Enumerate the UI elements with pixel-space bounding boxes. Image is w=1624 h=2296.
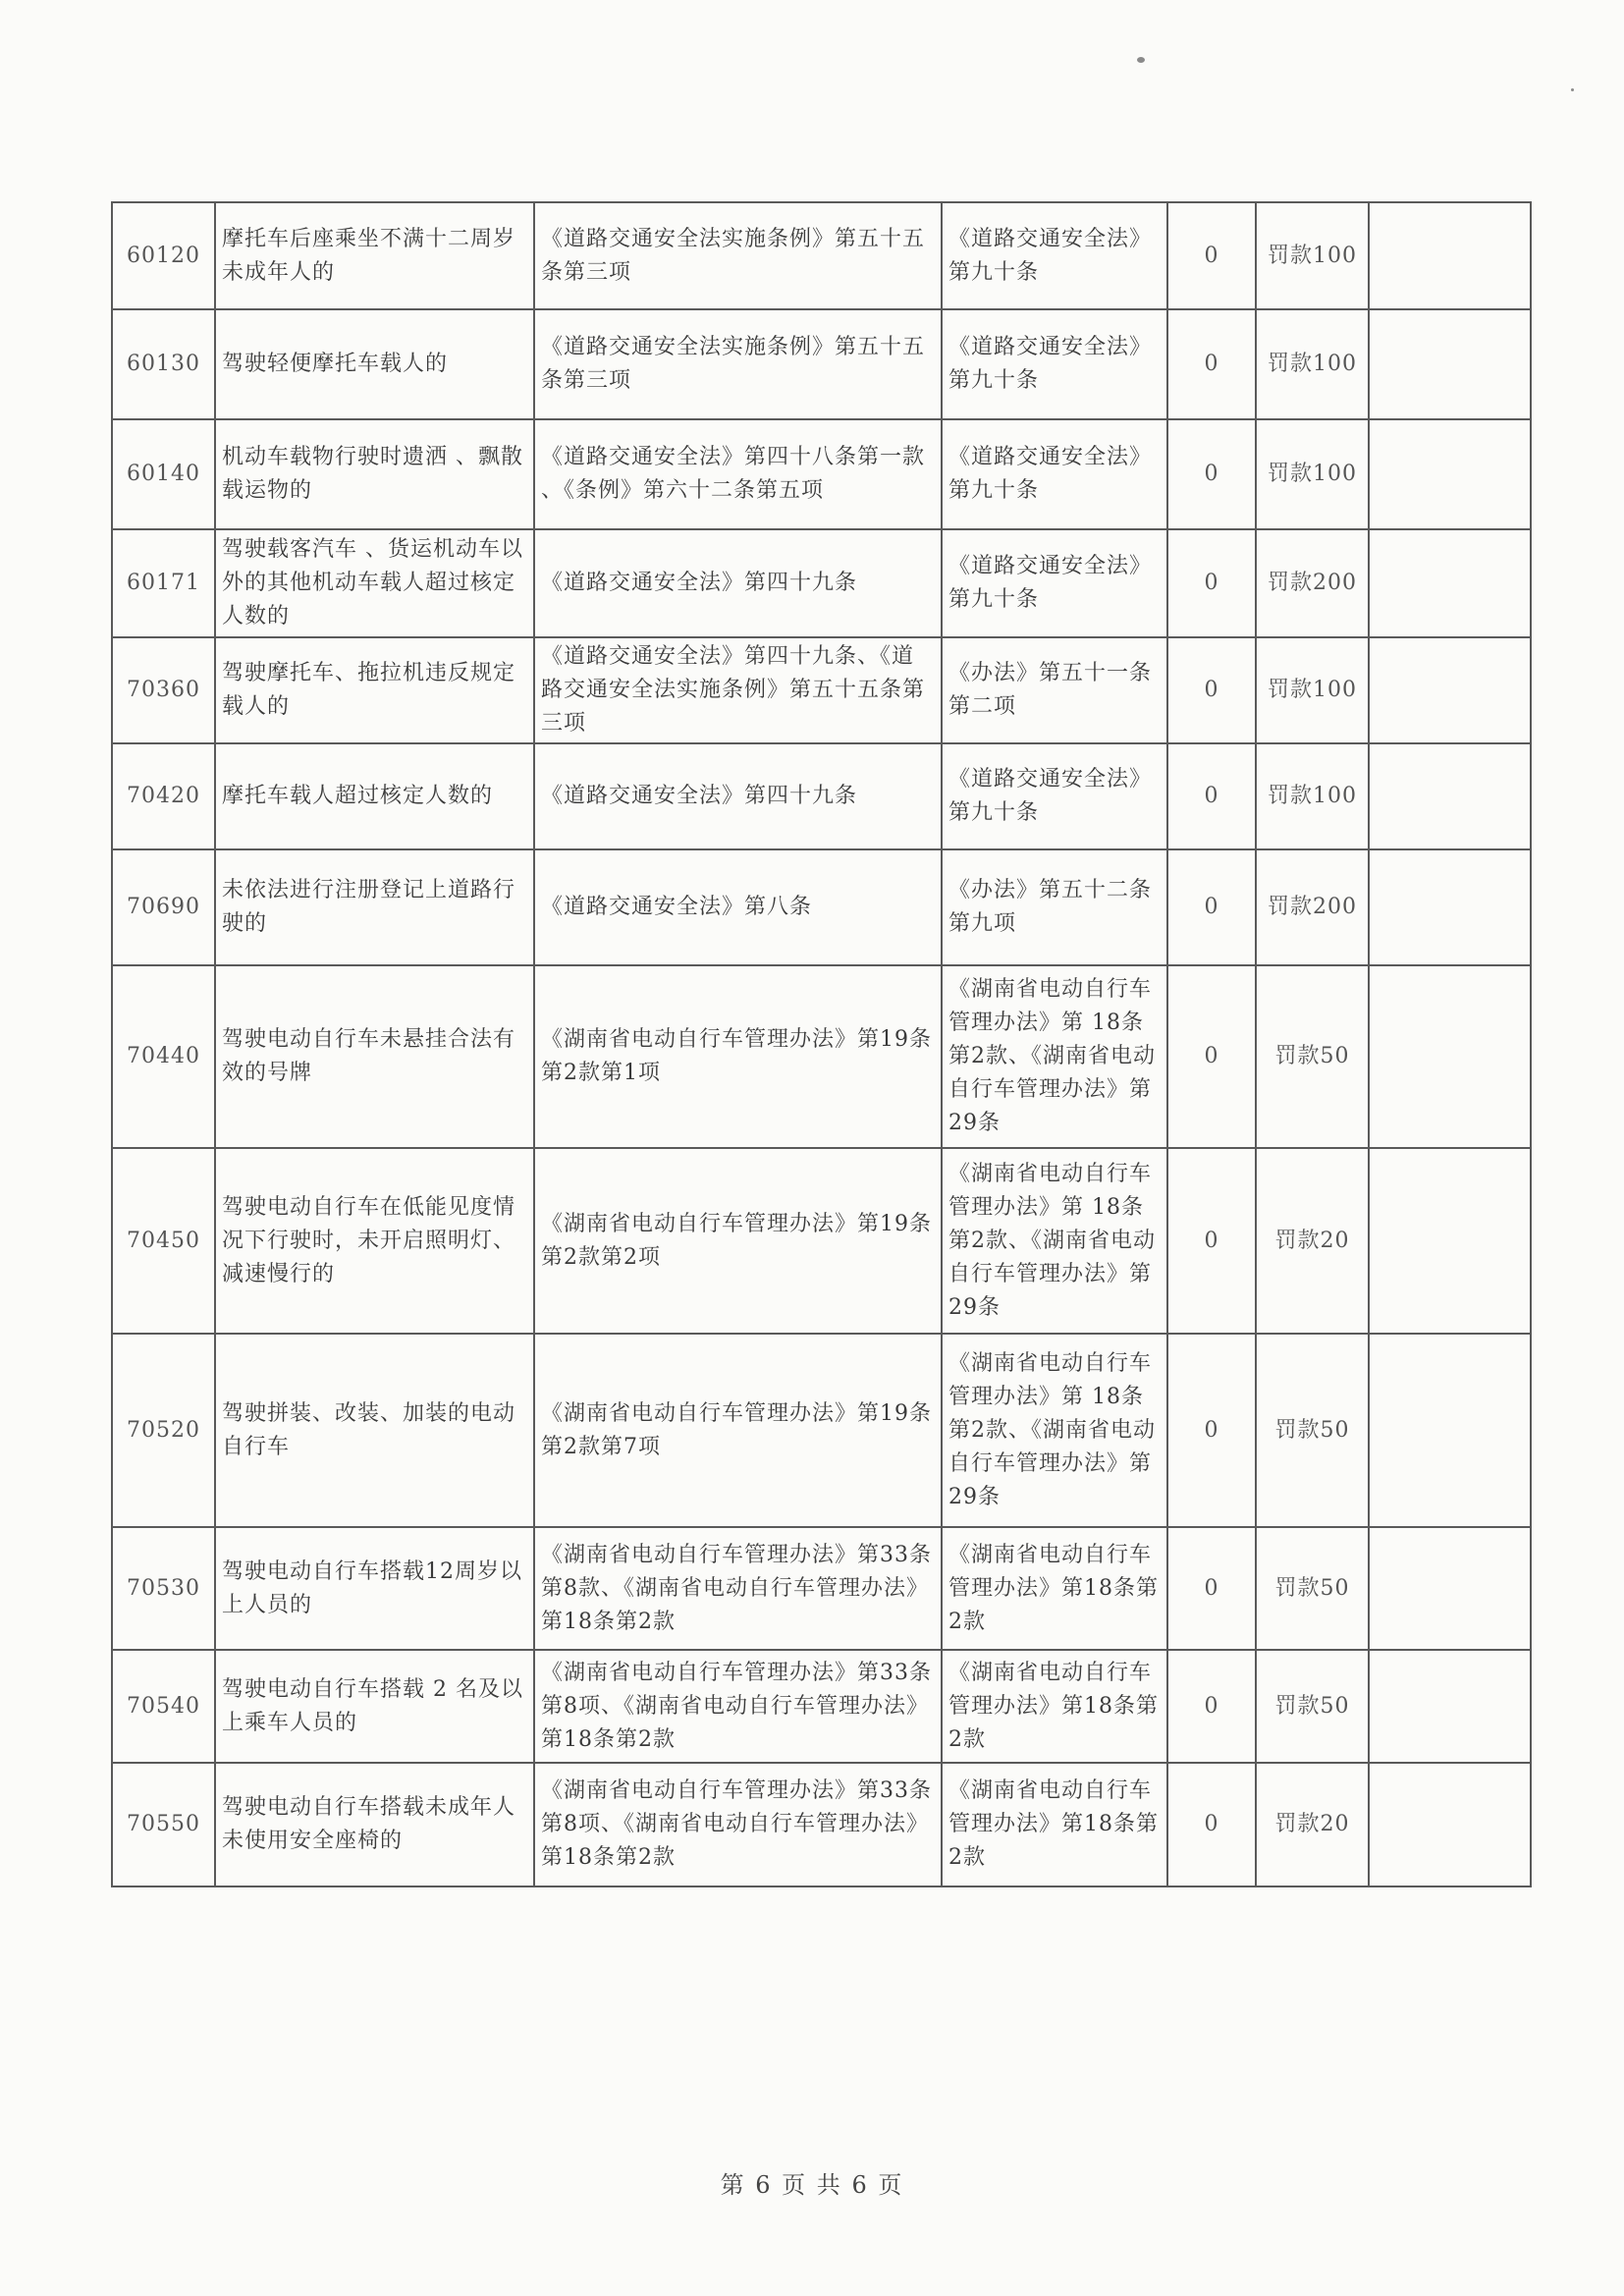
table-row bbox=[112, 202, 1531, 309]
blank-cell bbox=[1369, 309, 1531, 419]
penalty-points: 0 bbox=[1167, 1527, 1256, 1650]
violation-code: 70540 bbox=[112, 1650, 215, 1763]
blank-cell bbox=[1369, 1148, 1531, 1334]
penalty-points: 0 bbox=[1167, 743, 1256, 849]
blank-cell bbox=[1369, 849, 1531, 965]
violation-code: 60130 bbox=[112, 309, 215, 419]
violation-code: 60140 bbox=[112, 419, 215, 529]
violation-basis: 《道路交通安全法实施条例》第五十五条第三项 bbox=[534, 309, 942, 419]
violation-description: 摩托车后座乘坐不满十二周岁未成年人的 bbox=[215, 202, 534, 309]
penalty-law: 《湖南省电动自行车管理办法》第18条第2款 bbox=[942, 1527, 1167, 1650]
penalty-amount: 罚款50 bbox=[1256, 1527, 1369, 1650]
blank-cell bbox=[1369, 1650, 1531, 1763]
violation-code: 70550 bbox=[112, 1763, 215, 1886]
violation-description: 驾驶电动自行车搭载 2 名及以上乘车人员的 bbox=[215, 1650, 534, 1763]
violation-basis: 《道路交通安全法》第四十九条 bbox=[534, 743, 942, 849]
violation-basis: 《湖南省电动自行车管理办法》第33条第8项、《湖南省电动自行车管理办法》第18条第2款 bbox=[534, 1650, 942, 1763]
penalty-points: 0 bbox=[1167, 309, 1256, 419]
violation-description: 未依法进行注册登记上道路行驶的 bbox=[215, 849, 534, 965]
table-row bbox=[112, 419, 1531, 529]
violation-basis: 《道路交通安全法》第八条 bbox=[534, 849, 942, 965]
blank-cell bbox=[1369, 529, 1531, 637]
violation-description: 驾驶载客汽车 、货运机动车以外的其他机动车载人超过核定人数的 bbox=[215, 529, 534, 637]
penalty-amount: 罚款100 bbox=[1256, 202, 1369, 309]
penalty-amount: 罚款100 bbox=[1256, 419, 1369, 529]
scan-speck bbox=[1571, 88, 1574, 91]
penalty-law: 《湖南省电动自行车管理办法》第18条第2款 bbox=[942, 1650, 1167, 1763]
penalty-points: 0 bbox=[1167, 965, 1256, 1148]
violation-code: 60120 bbox=[112, 202, 215, 309]
violation-code: 70450 bbox=[112, 1148, 215, 1334]
table-row bbox=[112, 1334, 1531, 1527]
violation-code: 70420 bbox=[112, 743, 215, 849]
page-number: 第 6 页 共 6 页 bbox=[720, 2171, 904, 2199]
violation-description: 驾驶电动自行车搭载未成年人未使用安全座椅的 bbox=[215, 1763, 534, 1886]
table-row bbox=[112, 1148, 1531, 1334]
blank-cell bbox=[1369, 743, 1531, 849]
table-row bbox=[112, 529, 1531, 637]
table-body bbox=[112, 202, 1531, 1886]
penalty-law: 《湖南省电动自行车管理办法》第 18条第2款、《湖南省电动自行车管理办法》第29条 bbox=[942, 1148, 1167, 1334]
penalty-law: 《道路交通安全法》第九十条 bbox=[942, 202, 1167, 309]
blank-cell bbox=[1369, 1763, 1531, 1886]
penalty-law: 《办法》第五十一条第二项 bbox=[942, 637, 1167, 743]
penalty-amount: 罚款50 bbox=[1256, 1650, 1369, 1763]
violation-description: 驾驶电动自行车搭载12周岁以上人员的 bbox=[215, 1527, 534, 1650]
violation-basis: 《道路交通安全法实施条例》第五十五条第三项 bbox=[534, 202, 942, 309]
penalty-points: 0 bbox=[1167, 1650, 1256, 1763]
violation-basis: 《湖南省电动自行车管理办法》第19条第2款第1项 bbox=[534, 965, 942, 1148]
penalty-points: 0 bbox=[1167, 1763, 1256, 1886]
violation-description: 机动车载物行驶时遗洒 、飘散载运物的 bbox=[215, 419, 534, 529]
penalty-amount: 罚款50 bbox=[1256, 965, 1369, 1148]
penalty-points: 0 bbox=[1167, 1334, 1256, 1527]
violation-description: 摩托车载人超过核定人数的 bbox=[215, 743, 534, 849]
penalty-law: 《湖南省电动自行车管理办法》第 18条第2款、《湖南省电动自行车管理办法》第29条 bbox=[942, 965, 1167, 1148]
violation-code: 70530 bbox=[112, 1527, 215, 1650]
penalty-law: 《办法》第五十二条第九项 bbox=[942, 849, 1167, 965]
violation-basis: 《湖南省电动自行车管理办法》第19条第2款第7项 bbox=[534, 1334, 942, 1527]
penalty-law: 《道路交通安全法》第九十条 bbox=[942, 419, 1167, 529]
violation-code: 70520 bbox=[112, 1334, 215, 1527]
table-row bbox=[112, 965, 1531, 1148]
penalty-amount: 罚款100 bbox=[1256, 309, 1369, 419]
penalty-points: 0 bbox=[1167, 637, 1256, 743]
violation-code: 70690 bbox=[112, 849, 215, 965]
table-row bbox=[112, 309, 1531, 419]
violation-description: 驾驶轻便摩托车载人的 bbox=[215, 309, 534, 419]
table-row bbox=[112, 1650, 1531, 1763]
violation-code: 60171 bbox=[112, 529, 215, 637]
blank-cell bbox=[1369, 419, 1531, 529]
violation-basis: 《湖南省电动自行车管理办法》第33条第8款、《湖南省电动自行车管理办法》第18条第2款 bbox=[534, 1527, 942, 1650]
blank-cell bbox=[1369, 1334, 1531, 1527]
violation-basis: 《湖南省电动自行车管理办法》第33条第8项、《湖南省电动自行车管理办法》第18条第2款 bbox=[534, 1763, 942, 1886]
violation-description: 驾驶电动自行车未悬挂合法有效的号牌 bbox=[215, 965, 534, 1148]
penalty-amount: 罚款100 bbox=[1256, 637, 1369, 743]
penalty-points: 0 bbox=[1167, 202, 1256, 309]
violation-code: 70440 bbox=[112, 965, 215, 1148]
penalty-amount: 罚款100 bbox=[1256, 743, 1369, 849]
penalty-amount: 罚款20 bbox=[1256, 1763, 1369, 1886]
penalty-law: 《道路交通安全法》第九十条 bbox=[942, 743, 1167, 849]
scan-speck bbox=[1137, 57, 1145, 63]
violation-description: 驾驶摩托车、拖拉机违反规定载人的 bbox=[215, 637, 534, 743]
violation-description: 驾驶电动自行车在低能见度情况下行驶时，未开启照明灯、减速慢行的 bbox=[215, 1148, 534, 1334]
penalty-amount: 罚款20 bbox=[1256, 1148, 1369, 1334]
violation-basis: 《道路交通安全法》第四十八条第一款 、《条例》第六十二条第五项 bbox=[534, 419, 942, 529]
blank-cell bbox=[1369, 1527, 1531, 1650]
violation-description: 驾驶拼装、改装、加装的电动自行车 bbox=[215, 1334, 534, 1527]
penalty-law: 《道路交通安全法》第九十条 bbox=[942, 309, 1167, 419]
penalty-amount: 罚款200 bbox=[1256, 529, 1369, 637]
table-row bbox=[112, 849, 1531, 965]
table-row bbox=[112, 1763, 1531, 1886]
table-row bbox=[112, 743, 1531, 849]
penalty-points: 0 bbox=[1167, 849, 1256, 965]
penalty-amount: 罚款200 bbox=[1256, 849, 1369, 965]
violation-basis: 《道路交通安全法》第四十九条、《道路交通安全法实施条例》第五十五条第三项 bbox=[534, 637, 942, 743]
blank-cell bbox=[1369, 965, 1531, 1148]
penalty-amount: 罚款50 bbox=[1256, 1334, 1369, 1527]
penalty-law: 《湖南省电动自行车管理办法》第18条第2款 bbox=[942, 1763, 1167, 1886]
violation-code: 70360 bbox=[112, 637, 215, 743]
violation-table bbox=[111, 201, 1532, 1887]
violation-basis: 《道路交通安全法》第四十九条 bbox=[534, 529, 942, 637]
penalty-law: 《道路交通安全法》第九十条 bbox=[942, 529, 1167, 637]
table-row bbox=[112, 1527, 1531, 1650]
violation-basis: 《湖南省电动自行车管理办法》第19条第2款第2项 bbox=[534, 1148, 942, 1334]
penalty-points: 0 bbox=[1167, 1148, 1256, 1334]
penalty-points: 0 bbox=[1167, 529, 1256, 637]
penalty-law: 《湖南省电动自行车管理办法》第 18条第2款、《湖南省电动自行车管理办法》第29条 bbox=[942, 1334, 1167, 1527]
table-row bbox=[112, 637, 1531, 743]
penalty-points: 0 bbox=[1167, 419, 1256, 529]
blank-cell bbox=[1369, 637, 1531, 743]
blank-cell bbox=[1369, 202, 1531, 309]
